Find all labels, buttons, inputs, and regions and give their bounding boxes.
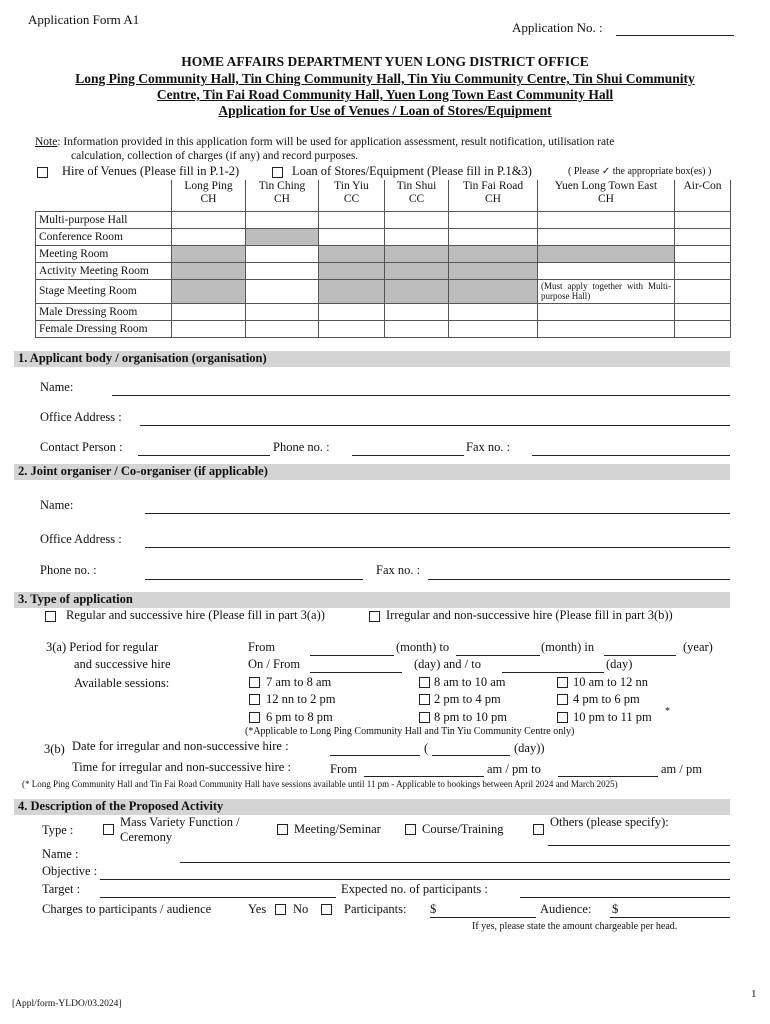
venue-cell[interactable] <box>675 228 731 245</box>
session-label: 12 nn to 2 pm <box>266 692 336 706</box>
s3a-month-in-label: (month) in <box>541 640 595 654</box>
table-row <box>36 303 731 320</box>
session-star: * <box>665 706 670 717</box>
s2-phone-field[interactable] <box>145 579 363 580</box>
venue-cell[interactable] <box>172 320 246 337</box>
others-label: Others (please specify): <box>550 815 669 829</box>
venue-cell[interactable] <box>385 228 449 245</box>
others-checkbox[interactable] <box>533 824 544 835</box>
hire-venues-checkbox[interactable] <box>37 167 48 178</box>
venue-cell[interactable] <box>675 262 731 279</box>
loan-stores-label: Loan of Stores/Equipment (Please fill in P.1&3) <box>292 164 532 178</box>
session-checkbox[interactable] <box>419 677 430 688</box>
session-checkbox[interactable] <box>419 712 430 723</box>
s3b-date-field[interactable] <box>330 755 420 756</box>
section2-heading: 2. Joint organiser / Co-organiser (if applicable) <box>18 464 268 478</box>
venue-cell[interactable] <box>538 262 675 279</box>
tick-instruction: ( Please ✓ the appropriate box(es) ) <box>568 166 712 177</box>
venue-cell[interactable] <box>449 228 538 245</box>
others-specify-field[interactable] <box>548 845 730 846</box>
table-row <box>36 279 731 303</box>
application-no-label: Application No. : <box>512 20 603 35</box>
application-no-field[interactable] <box>616 35 734 36</box>
row-label: Meeting Room <box>36 245 172 262</box>
page-title: HOME AFFAIRS DEPARTMENT YUEN LONG DISTRICT OFFICE <box>181 54 589 69</box>
venue-col-tin-ching: Tin Ching CH <box>246 180 319 211</box>
s3a-day-from-field[interactable] <box>310 672 402 673</box>
session-checkbox[interactable] <box>557 677 568 688</box>
session-label: 10 am to 12 nn <box>573 675 648 689</box>
mass-variety-checkbox[interactable] <box>103 824 114 835</box>
s4-participants-dollar: $ <box>430 902 437 916</box>
venue-cell-unavailable <box>172 279 246 303</box>
venue-cell[interactable] <box>675 279 731 303</box>
table-row <box>36 211 731 228</box>
session-label: 8 pm to 10 pm <box>434 710 507 724</box>
s3b-from-label: From <box>330 762 358 776</box>
page-number: 1 <box>751 988 757 1000</box>
venue-table-header <box>36 180 731 211</box>
row-label: Male Dressing Room <box>36 303 172 320</box>
loan-stores-checkbox[interactable] <box>272 167 283 178</box>
mass-variety-label1: Mass Variety Function / <box>120 815 240 829</box>
note-label: Note <box>35 136 58 148</box>
stage-room-note: (Must apply together with Multi-purpose Hall) <box>538 279 675 303</box>
s3b-day-field[interactable] <box>432 755 510 756</box>
s1-address-field[interactable] <box>140 425 730 426</box>
table-row <box>36 245 731 262</box>
venue-cell[interactable] <box>449 303 538 320</box>
venue-col-tin-fai-road: Tin Fai Road CH <box>449 180 538 211</box>
venue-cell[interactable] <box>172 228 246 245</box>
s4-name-field[interactable] <box>180 862 730 863</box>
charges-no-checkbox[interactable] <box>321 904 332 915</box>
session-checkbox[interactable] <box>419 694 430 705</box>
s3a-label3: Available sessions: <box>74 676 170 690</box>
venue-cell[interactable] <box>538 320 675 337</box>
s1-phone-label: Phone no. : <box>273 440 330 454</box>
s3b-label: 3(b) <box>44 742 65 756</box>
venue-list-line1: Long Ping Community Hall, Tin Ching Community Hall, Tin Yiu Community Centre, Tin Shui Community <box>75 71 695 86</box>
s3b-date-label: Date for irregular and non-successive hire : <box>72 739 289 753</box>
s4-expected-field[interactable] <box>520 897 730 898</box>
venue-cell-unavailable <box>172 262 246 279</box>
s2-address-field[interactable] <box>145 547 730 548</box>
irregular-hire-checkbox[interactable] <box>369 611 380 622</box>
s1-fax-field[interactable] <box>532 455 730 456</box>
row-label: Conference Room <box>36 228 172 245</box>
s3b-ampm-to-label: am / pm to <box>487 762 541 776</box>
s3b-time-to-field[interactable] <box>558 776 658 777</box>
s3b-ampm-label: am / pm <box>661 762 702 776</box>
session-checkbox[interactable] <box>557 712 568 723</box>
if-yes-note: If yes, please state the amount chargeable per head. <box>472 921 678 932</box>
s2-address-label: Office Address : <box>40 532 122 546</box>
venue-cell-unavailable <box>172 245 246 262</box>
s3a-on-from-label: On / From <box>248 657 301 671</box>
s3b-day-label: (day)) <box>514 741 545 755</box>
s1-phone-field[interactable] <box>352 455 464 456</box>
venue-cell[interactable] <box>319 303 385 320</box>
s3a-month-to-label: (month) to <box>396 640 450 654</box>
s4-target-field[interactable] <box>100 897 336 898</box>
form-subtitle: Application for Use of Venues / Loan of Stores/Equipment <box>218 103 552 118</box>
form-id: Application Form A1 <box>28 12 140 27</box>
venue-cell[interactable] <box>675 211 731 228</box>
s4-audience-dollar: $ <box>612 902 619 916</box>
venue-table <box>35 180 731 338</box>
s4-no-label: No <box>293 902 309 916</box>
venue-cell[interactable] <box>246 279 319 303</box>
venue-col-yuen-long-town-east: Yuen Long Town East CH <box>538 180 675 211</box>
meeting-seminar-checkbox[interactable] <box>277 824 288 835</box>
irregular-hire-label: Irregular and non-successive hire (Please fill in part 3(b)) <box>386 608 673 622</box>
venue-cell[interactable] <box>246 303 319 320</box>
venue-cell[interactable] <box>246 245 319 262</box>
s2-name-label: Name: <box>40 498 74 512</box>
s4-audience-label: Audience: <box>540 902 592 916</box>
mass-variety-label2: Ceremony <box>120 830 173 844</box>
venue-cell[interactable] <box>246 211 319 228</box>
row-label: Activity Meeting Room <box>36 262 172 279</box>
s3a-from-label: From <box>248 640 276 654</box>
s3a-year-field[interactable] <box>604 655 676 656</box>
s3a-from-month-field[interactable] <box>310 655 394 656</box>
s3b-time-label: Time for irregular and non-successive hire : <box>72 760 291 774</box>
section4-heading: 4. Description of the Proposed Activity <box>18 799 224 813</box>
venue-cell[interactable] <box>449 211 538 228</box>
session-checkbox[interactable] <box>249 712 260 723</box>
venue-cell[interactable] <box>246 262 319 279</box>
session-label: 7 am to 8 am <box>266 675 332 689</box>
session-checkbox[interactable] <box>249 677 260 688</box>
venue-cell[interactable] <box>538 228 675 245</box>
s1-fax-label: Fax no. : <box>466 440 511 454</box>
venue-cell[interactable] <box>538 211 675 228</box>
row-label: Female Dressing Room <box>36 320 172 337</box>
venue-cell-unavailable <box>449 245 538 262</box>
venue-cell-unavailable <box>449 262 538 279</box>
venue-cell[interactable] <box>675 245 731 262</box>
s3a-label2: and successive hire <box>74 657 171 671</box>
s4-name-label: Name : <box>42 847 79 861</box>
session-label: 6 pm to 8 pm <box>266 710 333 724</box>
s1-name-field[interactable] <box>112 395 730 396</box>
venue-cell[interactable] <box>675 303 731 320</box>
venue-cell[interactable] <box>385 320 449 337</box>
s3b-paren-open: ( <box>424 741 429 755</box>
venue-cell[interactable] <box>172 211 246 228</box>
s1-address-label: Office Address : <box>40 410 122 424</box>
s3b-time-from-field[interactable] <box>364 776 484 777</box>
venue-cell-unavailable <box>246 228 319 245</box>
session-checkbox[interactable] <box>249 694 260 705</box>
table-row <box>36 320 731 337</box>
venue-cell[interactable] <box>172 303 246 320</box>
venue-cell-unavailable <box>385 245 449 262</box>
s3a-day-label: (day) <box>606 657 633 671</box>
venue-col-tin-shui: Tin Shui CC <box>385 180 449 211</box>
note-text1: : Information provided in this application form will be used for application assessment, result notification, utilisation rate <box>57 136 615 148</box>
course-training-checkbox[interactable] <box>405 824 416 835</box>
venue-cell-unavailable <box>385 279 449 303</box>
course-training-label: Course/Training <box>422 822 504 836</box>
table-row <box>36 228 731 245</box>
row-label: Stage Meeting Room <box>36 279 172 303</box>
s3a-label1: 3(a) Period for regular <box>46 640 159 654</box>
session-label: 8 am to 10 am <box>434 675 506 689</box>
venue-cell[interactable] <box>449 320 538 337</box>
s1-name-label: Name: <box>40 380 74 394</box>
s3a-day-to-field[interactable] <box>502 672 604 673</box>
row-label: Multi-purpose Hall <box>36 211 172 228</box>
venue-cell-unavailable <box>319 245 385 262</box>
venue-cell[interactable] <box>385 303 449 320</box>
venue-cell[interactable] <box>538 303 675 320</box>
session-label: 10 pm to 11 pm <box>573 710 652 724</box>
s2-phone-label: Phone no. : <box>40 563 97 577</box>
s3-footnote: (* Long Ping Community Hall and Tin Fai Road Community Hall have sessions available until 11 pm - Applicable to bookings between April 2024 and March 2025) <box>22 779 618 789</box>
s4-expected-label: Expected no. of participants : <box>341 882 488 896</box>
venue-cell[interactable] <box>319 211 385 228</box>
note-line1 <box>35 136 614 148</box>
venue-cell[interactable] <box>319 320 385 337</box>
meeting-seminar-label: Meeting/Seminar <box>294 822 381 836</box>
s3a-day-and-to-label: (day) and / to <box>414 657 481 671</box>
table-row <box>36 262 731 279</box>
venue-cell-unavailable <box>385 262 449 279</box>
session-label: 2 pm to 4 pm <box>434 692 501 706</box>
venue-header-blank <box>36 180 172 211</box>
section3-heading: 3. Type of application <box>18 592 133 606</box>
s4-type-label: Type : <box>42 823 74 837</box>
venue-list-line2: Centre, Tin Fai Road Community Hall, Yuen Long Town East Community Hall <box>156 87 614 102</box>
venue-cell-unavailable <box>449 279 538 303</box>
s4-target-label: Target : <box>42 882 81 896</box>
applicable-note: (*Applicable to Long Ping Community Hall and Tin Yiu Community Centre only) <box>245 726 575 737</box>
s2-fax-field[interactable] <box>428 579 730 580</box>
s4-objective-label: Objective : <box>42 864 98 878</box>
s4-objective-field[interactable] <box>100 879 730 880</box>
s4-participants-amount-field[interactable] <box>430 917 536 918</box>
s1-contact-label: Contact Person : <box>40 440 123 454</box>
session-checkbox[interactable] <box>557 694 568 705</box>
venue-cell-unavailable <box>319 279 385 303</box>
note-line2: calculation, collection of charges (if any) and record purposes. <box>71 150 359 162</box>
regular-hire-label: Regular and successive hire (Please fill in part 3(a)) <box>66 608 325 622</box>
venue-cell[interactable] <box>246 320 319 337</box>
venue-cell-unavailable <box>319 262 385 279</box>
session-label: 4 pm to 6 pm <box>573 692 640 706</box>
s2-fax-label: Fax no. : <box>376 563 421 577</box>
s4-participants-label: Participants: <box>344 902 407 916</box>
charges-yes-checkbox[interactable] <box>275 904 286 915</box>
hire-venues-label: Hire of Venues (Please fill in P.1-2) <box>62 164 240 178</box>
venue-cell[interactable] <box>675 320 731 337</box>
regular-hire-checkbox[interactable] <box>45 611 56 622</box>
s2-name-field[interactable] <box>145 513 730 514</box>
venue-cell[interactable] <box>319 228 385 245</box>
venue-cell[interactable] <box>385 211 449 228</box>
s4-audience-amount-field[interactable] <box>610 917 730 918</box>
s3a-year-label: (year) <box>683 640 713 654</box>
venue-cell-unavailable <box>538 245 675 262</box>
s3a-to-month-field[interactable] <box>456 655 540 656</box>
s1-contact-field[interactable] <box>138 455 270 456</box>
venue-col-air-con: Air-Con <box>675 180 731 211</box>
form-code: [Appl/form-YLDO/03.2024] <box>12 999 122 1009</box>
s4-yes-label: Yes <box>248 902 267 916</box>
section1-heading: 1. Applicant body / organisation (organisation) <box>18 351 267 365</box>
venue-col-long-ping: Long Ping CH <box>172 180 246 211</box>
venue-col-tin-yiu: Tin Yiu CC <box>319 180 385 211</box>
s4-charges-label: Charges to participants / audience <box>42 902 212 916</box>
